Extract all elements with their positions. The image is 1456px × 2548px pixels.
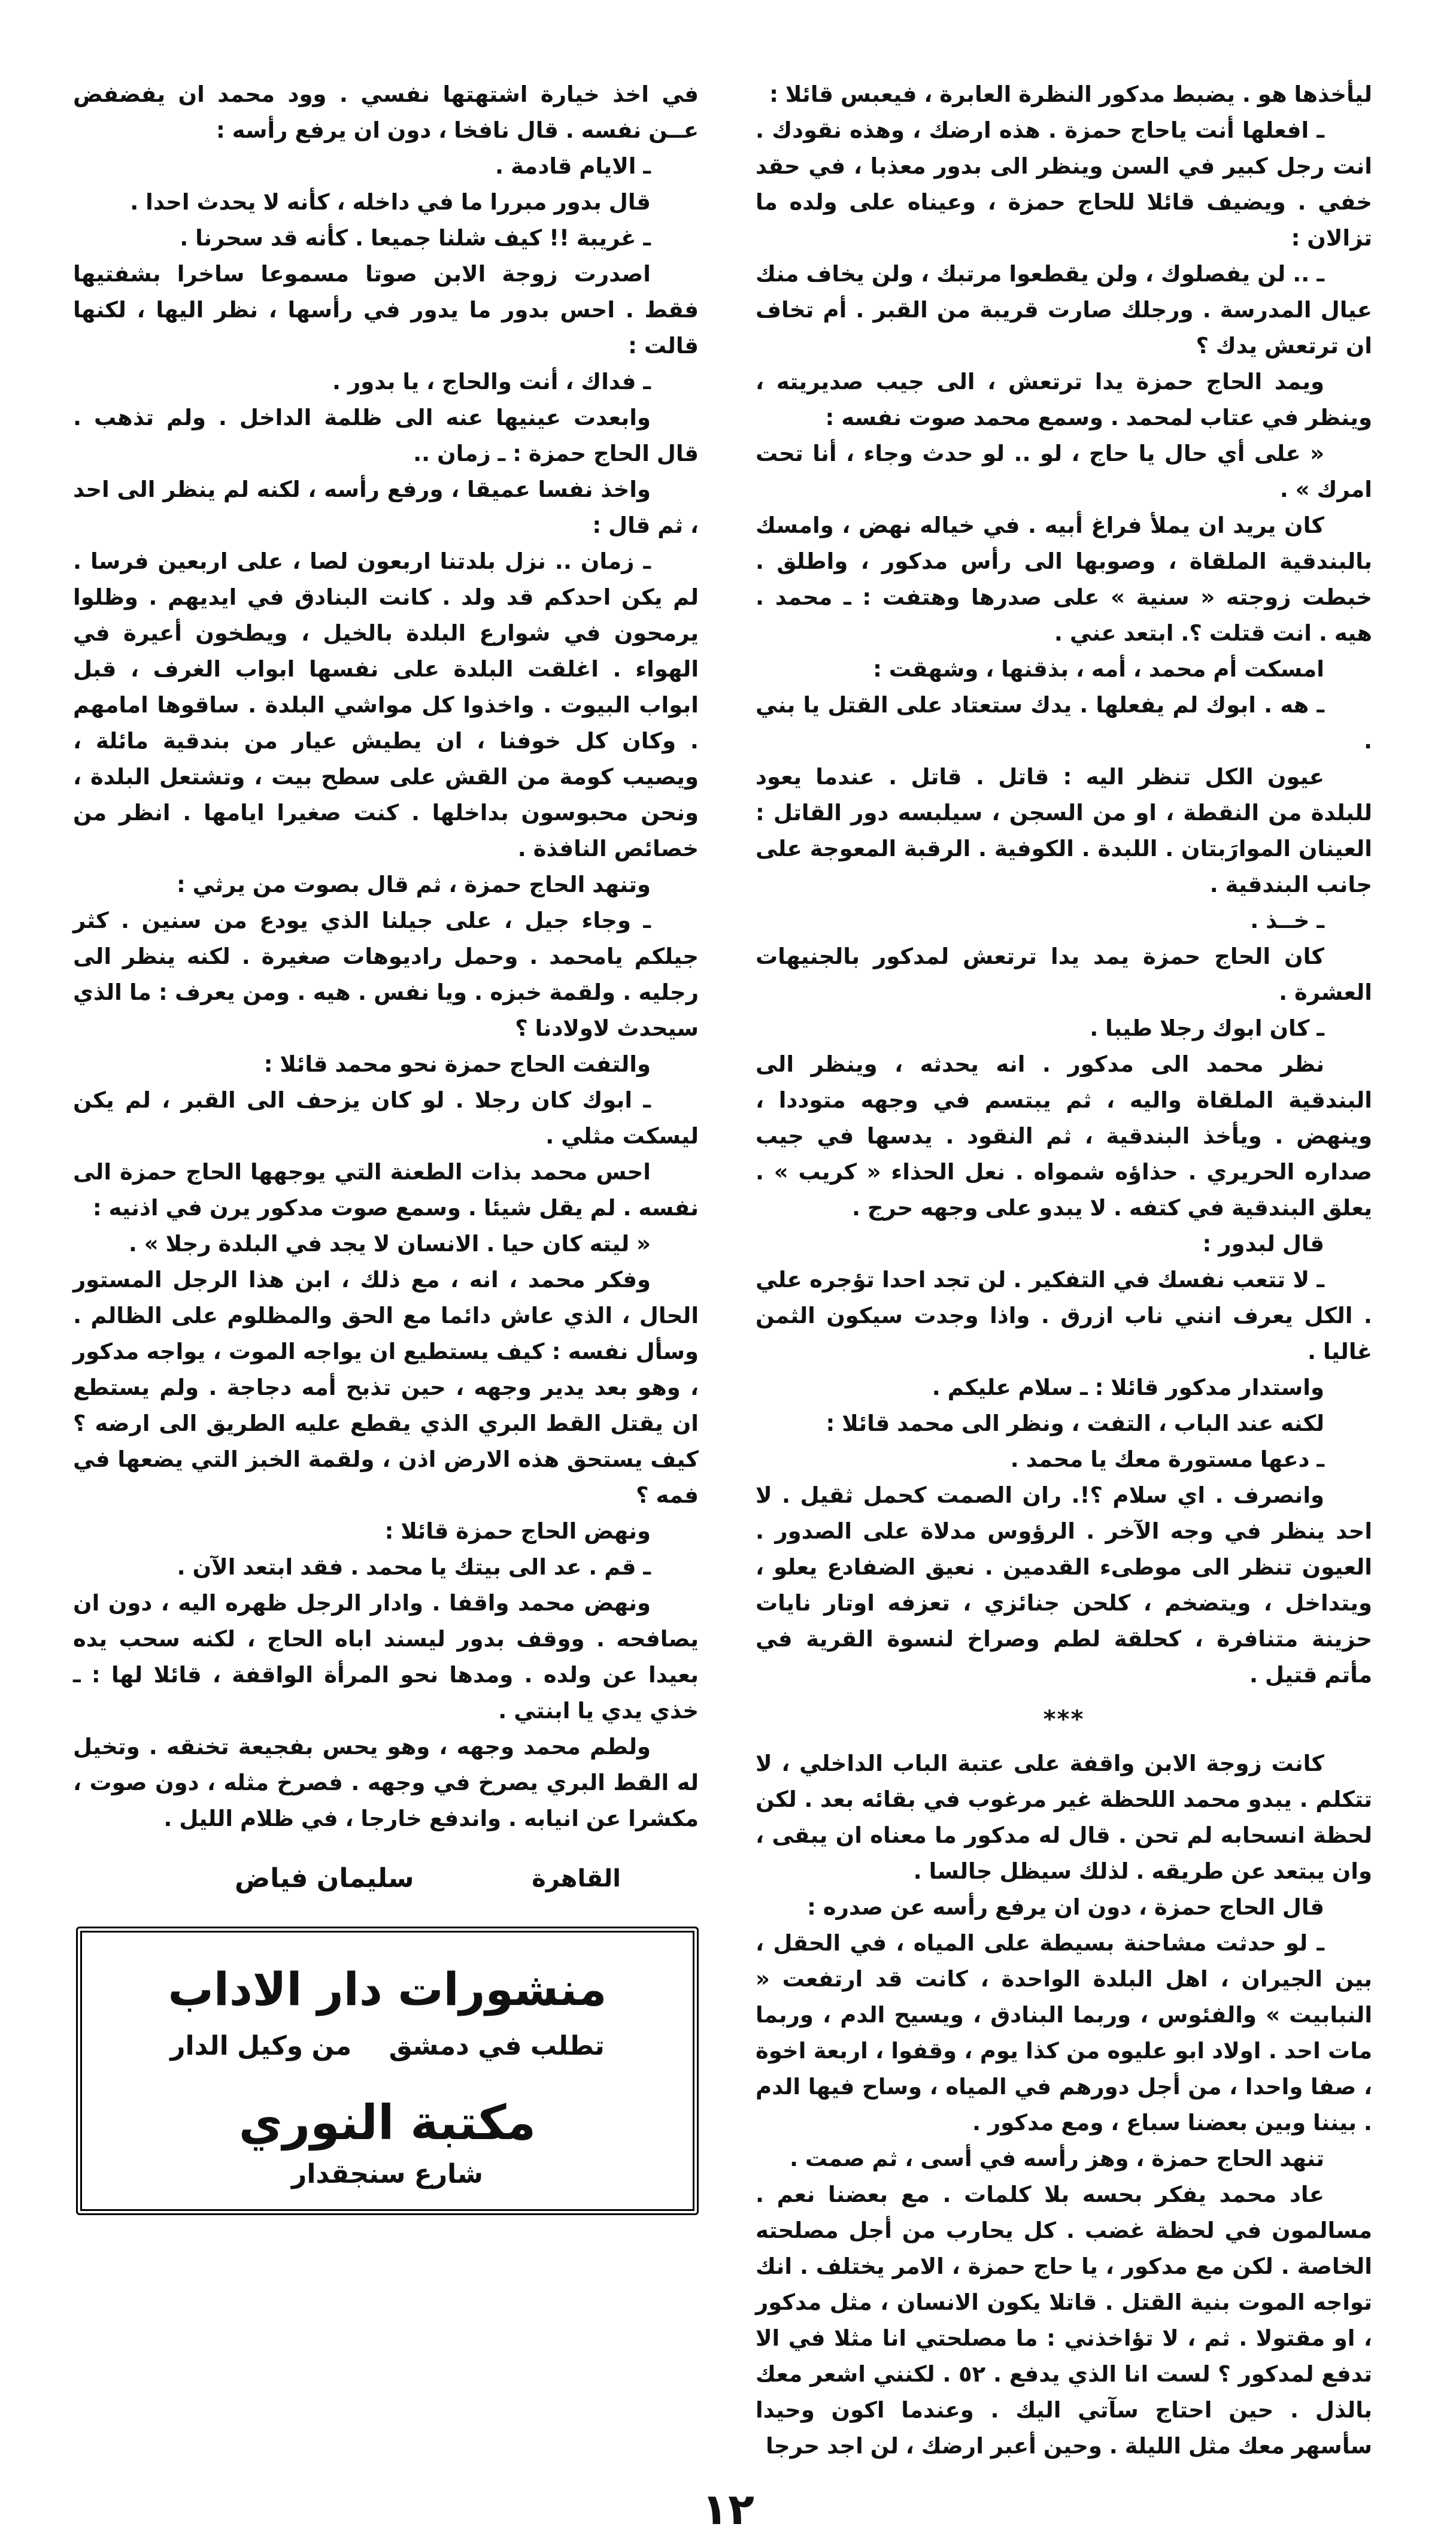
article-paragraph: كان الحاج حمزة يمد يدا ترتعش لمدكور بالجنيهات العشرة . — [756, 944, 1372, 1005]
page-number: ١٢ — [702, 2484, 754, 2534]
article-paragraph: « على أي حال يا حاج ، لو .. لو حدث وجاء ، أنا تحت امرك » . — [756, 441, 1372, 502]
article-paragraph: ـ زمان .. نزل بلدتنا اربعون لصا ، على اربعين فرسا . لم يكن احدكم قد ولد . كانت البنادق في ايديهم . وظلوا يرمحون في شوارع البلدة بالخيل ، ويطخون أعيرة في الهواء . اغلقت البلدة على نفسها ابواب الغرف ، قبل ابواب البيوت . واخذوا كل مواشي البلدة . ساقوها امامهم . وكان كل خوفنا ، ان يطيش عيار من بندقية مائلة ، ويصيب كومة من القش على سطح بيت ، وتشتعل البلدة ، ونحن محبوسون بداخلها . كنت صغيرا ايامها . انظر من خصائص النافذة . — [73, 548, 699, 862]
ad-subtitle-agent: من وكيل الدار — [170, 2031, 352, 2061]
advertisement-box — [76, 1927, 699, 2215]
article-paragraph: قال الحاج حمزة ، دون ان يرفع رأسه عن صدره : — [807, 1894, 1324, 1920]
paragraph-group — [73, 77, 699, 1837]
article-paragraph: ـ ابوك كان رجلا . لو كان يزحف الى القبر ، لم يكن ليسكت مثلي . — [73, 1087, 699, 1149]
article-paragraph: ـ افعلها أنت ياحاج حمزة . هذه ارضك ، وهذه نقودك . انت رجل كبير في السن وينظر الى بدور معذبا ، في حقد خفي . ويضيف قائلا للحاج حمزة ، وعيناه على ولده ما تزالان : — [756, 117, 1372, 251]
article-paragraph: ولطم محمد وجهه ، وهو يحس بفجيعة تخنقه . وتخيل له القط البري يصرخ في وجهه . فصرخ مثله ، دون صوت ، مكشرا عن انيابه . واندفع خارجا ، في ظلام الليل . — [73, 1734, 699, 1831]
article-paragraph: عاد محمد يفكر بحسه بلا كلمات . مع بعضنا نعم . مسالمون في لحظة غضب . كل يحارب من أجل مصلحته الخاصة . لكن مع مدكور ، يا حاج حمزة ، الامر يختلف . انك تواجه الموت بنية القتل . قاتلا يكون الانسان ، مثل مدكور ، او مقتولا . ثم ، لا تؤاخذني : ما مصلحتي انا مثلا في الا تدفع لمدكور ؟ لست انا الذي يدفع . ٥٢ . لكنني اشعر معك بالذل . حين احتاج سآتي اليك . وعندما اكون وحيدا سأسهر معك مثل الليلة . وحين أعبر ارضك ، لن اجد حرجا — [756, 2182, 1372, 2459]
article-paragraph: ـ كان ابوك رجلا طيبا . — [1090, 1015, 1324, 1041]
article-paragraph: واخذ نفسا عميقا ، ورفع رأسه ، لكنه لم ينظر الى احد ، ثم قال : — [73, 477, 699, 538]
paragraph-group — [756, 1746, 1372, 2464]
article-signature — [73, 1861, 699, 1909]
article-paragraph: ـ لا تتعب نفسك في التفكير . لن تجد احدا تؤجره علي . الكل يعرف انني ناب ازرق . واذا وجدت سيكون الثمن غاليا . — [756, 1267, 1372, 1364]
article-paragraph: امسكت أم محمد ، أمه ، بذقنها ، وشهقت : — [873, 656, 1324, 682]
article-paragraph: في اخذ خيارة اشتهتها نفسي . وود محمد ان يفضفض عــن نفسه . قال نافخا ، دون ان يرفع رأسه : — [73, 81, 699, 143]
article-paragraph: لكنه عند الباب ، التفت ، ونظر الى محمد قائلا : — [826, 1410, 1324, 1436]
article-paragraph: احس محمد بذات الطعنة التي يوجهها الحاج حمزة الى نفسه . لم يقل شيئا . وسمع صوت مدكور يرن في اذنيه : — [73, 1159, 699, 1221]
article-paragraph: ـ فداك ، أنت والحاج ، يا بدور . — [332, 369, 651, 395]
article-paragraph: واستدار مدكور قائلا : ـ سلام عليكم . — [932, 1375, 1324, 1400]
section-separator: *** — [1043, 1706, 1085, 1733]
article-paragraph: ليأخذها هو . يضبط مدكور النظرة العابرة ، فيعبس قائلا : — [769, 81, 1372, 107]
signature-author: سليمان فياض — [235, 1863, 414, 1894]
article-paragraph: عيون الكل تنظر اليه : قاتل . قاتل . عندما يعود للبلدة من النقطة ، او من السجن ، سيلبسه دور القاتل : العينان الموارَبتان . اللبدة . الكوفية . الرقبة المعوجة على جانب البندقية . — [756, 764, 1372, 897]
signature-city: القاهرة — [532, 1865, 621, 1892]
article-paragraph: وابعدت عينيها عنه الى ظلمة الداخل . ولم تذهب . قال الحاج حمزة : ـ زمان .. — [73, 405, 699, 466]
article-paragraph: ـ دعها مستورة معك يا محمد . — [1010, 1446, 1324, 1472]
article-paragraph: ـ وجاء جيل ، على جيلنا الذي يودع من سنين . كثر جيلكم يامحمد . وحمل راديوهات صغيرة . لكنه ينظر الى رجليه . ولقمة خبزه . ويا نفس . هيه . ومن يعرف : ما الذي سيحدث لاولادنا ؟ — [73, 908, 699, 1041]
article-paragraph: ـ .. لن يفصلوك ، ولن يقطعوا مرتبك ، ولن يخاف منك عيال المدرسة . ورجلك صارت قريبة من القبر . أم تخاف ان ترتعش يدك ؟ — [756, 261, 1372, 359]
article-column-left — [73, 77, 699, 2215]
article-paragraph: ـ لو حدثت مشاحنة بسيطة على المياه ، في الحقل ، بين الجيران ، اهل البلدة الواحدة ، كانت قد ارتفعت « النبابيت » والفئوس ، وربما البنادق ، ويسيح الدم ، وربما مات احد . اولاد ابو عليوه من كذا يوم ، وقفوا ، اربعة اخوة ، صفا واحدا ، من أجل دورهم في المياه ، وساح فيها الدم . بيننا وبين بعضنا سباع ، ومع مدكور . — [756, 1930, 1372, 2136]
article-paragraph: وتنهد الحاج حمزة ، ثم قال بصوت من يرثي : — [176, 872, 651, 897]
article-paragraph: ـ قم . عد الى بيتك يا محمد . فقد ابتعد الآن . — [177, 1554, 651, 1580]
article-paragraph: وفكر محمد ، انه ، مع ذلك ، ابن هذا الرجل المستور الحال ، الذي عاش دائما مع الحق والمظلوم على الظالم . وسأل نفسه : كيف يستطيع ان يواجه الموت ، يواجه مدكور ، وهو بعد يدير وجهه ، حين تذبح أمه دجاجة . ولم يستطع ان يقتل القط البري الذي يقطع عليه الطريق الى ارضه ؟ كيف يستحق هذه الارض اذن ، ولقمة الخبز التي يضعها في فمه ؟ — [73, 1267, 699, 1508]
article-paragraph: ـ الايام قادمة . — [495, 153, 651, 179]
ad-bookstore: مكتبة النوري — [238, 2095, 536, 2150]
ad-title: منشورات دار الاداب — [168, 1962, 607, 2016]
article-column-right — [756, 77, 1372, 2464]
article-paragraph: ونهض محمد واقفا . وادار الرجل ظهره اليه ، دون ان يصافحه . ووقف بدور ليسند اباه الحاج ، لكنه سحب يده بعيدا عن ولده . ومدها نحو المرأة الواقفة ، قائلا لها : ـ خذي يدي يا ابنتي . — [73, 1590, 699, 1724]
article-paragraph: نظر محمد الى مدكور . انه يحدثه ، وينظر الى البندقية الملقاة واليه ، ثم يبتسم في وجهه متوددا ، وينهض . ويأخذ البندقية ، ثم النقود . يدسها في جيب صداره الحريري . حذاؤه شمواه . نعل الحذاء « كريب » . يعلق البندقية في كتفه . لا يبدو على وجهه حرج . — [756, 1051, 1372, 1221]
article-paragraph: والتفت الحاج حمزة نحو محمد قائلا : — [263, 1051, 651, 1077]
article-paragraph: ـ هه . ابوك لم يفعلها . يدك ستعتاد على القتل يا بني . — [756, 692, 1372, 754]
paragraph-group — [756, 77, 1372, 1693]
article-paragraph: ـ غريبة !! كيف شلنا جميعا . كأنه قد سحرنا . — [180, 225, 651, 251]
article-paragraph: ـ خــذ . — [1250, 908, 1324, 933]
article-paragraph: كانت زوجة الابن واقفة على عتبة الباب الداخلي ، لا تتكلم . يبدو محمد اللحظة غير مرغوب في بقائه بعد . لكن لحظة انسحابه لم تحن . قال له مدكور ما معناه ان يبقى ، وان يبتعد عن طريقه . لذلك سيظل جالسا . — [756, 1751, 1372, 1884]
article-paragraph: كان يريد ان يملأ فراغ أبيه . في خياله نهض ، وامسك بالبندقية الملقاة ، وصوبها الى رأس مدكور ، واطلق . خبطت زوجته « سنية » على صدرها وهتفت : ـ محمد . هيه . انت قتلت ؟. ابتعد عني . — [756, 512, 1372, 646]
ad-subtitle-city: تطلب في دمشق — [389, 2031, 605, 2061]
article-paragraph: اصدرت زوجة الابن صوتا مسموعا ساخرا بشفتيها فقط . احس بدور ما يدور في رأسها ، نظر اليها ، لكنها قالت : — [73, 261, 699, 359]
article-paragraph: وانصرف . اي سلام ؟!. ران الصمت كحمل ثقيل . لا احد ينظر في وجه الآخر . الرؤوس مدلاة على الصدور . العيون تنظر الى موطىء القدمين . نعيق الضفادع يعلو ، ويتداخل ، ويتضخم ، كلحن جنائزي ، تعزفه اوتار نايات حزينة متنافرة ، كحلقة لطم وصراخ لنسوة القرية في مأتم قتيل . — [756, 1482, 1372, 1688]
article-paragraph: ويمد الحاج حمزة يدا ترتعش ، الى جيب صديريته ، وينظر في عتاب لمحمد . وسمع محمد صوت نفسه : — [756, 369, 1372, 430]
article-paragraph: قال بدور مبررا ما في داخله ، كأنه لا يحدث احدا . — [130, 189, 651, 215]
article-paragraph: « ليته كان حيا . الانسان لا يجد في البلدة رجلا » . — [128, 1231, 651, 1257]
article-paragraph: تنهد الحاج حمزة ، وهز رأسه في أسى ، ثم صمت . — [789, 2146, 1324, 2171]
ad-address: شارع سنجقدار — [292, 2159, 483, 2189]
article-paragraph: ونهض الحاج حمزة قائلا : — [384, 1518, 651, 1544]
ad-subtitle — [90, 2028, 684, 2064]
article-paragraph: قال لبدور : — [1202, 1231, 1324, 1257]
